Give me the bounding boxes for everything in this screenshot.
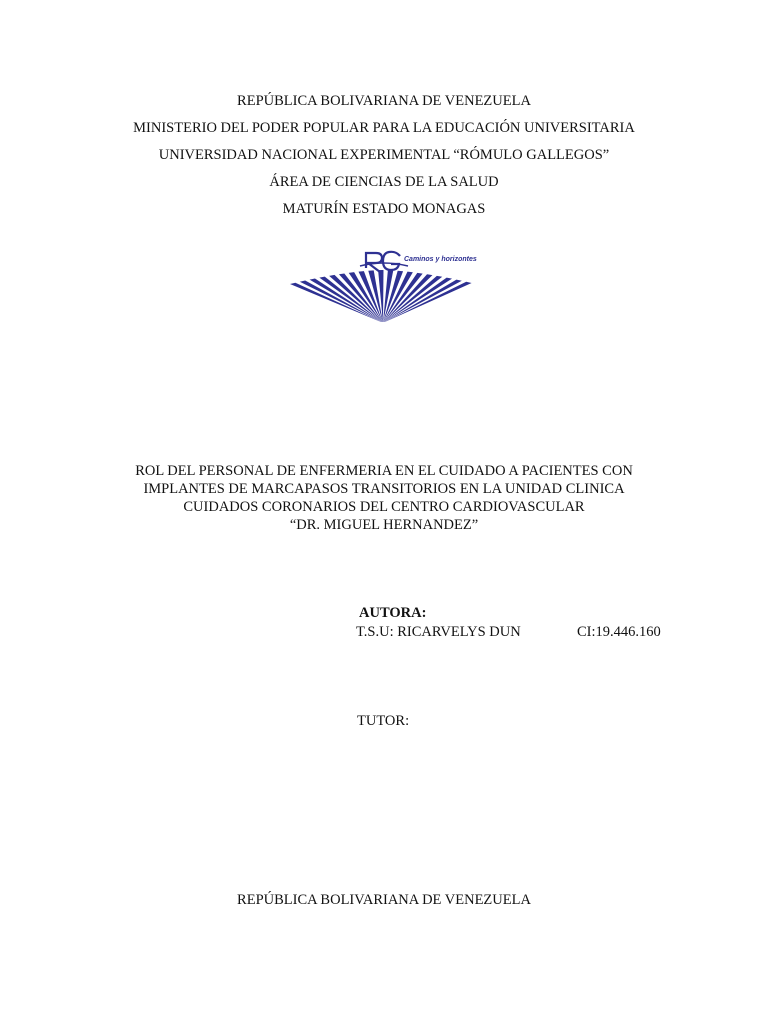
author-id-number: CI:19.446.160 — [577, 624, 661, 640]
footer-country: REPÚBLICA BOLIVARIANA DE VENEZUELA — [237, 892, 531, 908]
header-line-ministry: MINISTERIO DEL PODER POPULAR PARA LA EDUCACIÓN UNIVERSITARIA — [133, 120, 635, 136]
title-line-4: “DR. MIGUEL HERNANDEZ” — [289, 517, 479, 533]
header-line-university: UNIVERSIDAD NACIONAL EXPERIMENTAL “RÓMULO GALLEGOS” — [158, 147, 610, 163]
logo-ray — [339, 273, 382, 322]
author-label: AUTORA: — [359, 605, 427, 621]
logo-tagline: Caminos y horizontes — [404, 256, 477, 263]
author-name: T.S.U: RICARVELYS DUN — [356, 624, 521, 640]
tutor-label: TUTOR: — [357, 713, 410, 729]
header-line-area: ÁREA DE CIENCIAS DE LA SALUD — [269, 174, 499, 190]
header-line-location: MATURÍN ESTADO MONAGAS — [282, 201, 486, 217]
institution-header — [0, 91, 768, 226]
university-logo-icon — [288, 248, 478, 324]
header-line-country: REPÚBLICA BOLIVARIANA DE VENEZUELA — [237, 93, 531, 109]
title-line-1: ROL DEL PERSONAL DE ENFERMERIA EN EL CUIDADO A PACIENTES CON — [135, 463, 633, 479]
logo-ray — [310, 278, 382, 322]
title-line-2: IMPLANTES DE MARCAPASOS TRANSITORIOS EN LA UNIDAD CLINICA — [143, 481, 625, 497]
title-line-3: CUIDADOS CORONARIOS DEL CENTRO CARDIOVASCULAR — [183, 499, 585, 515]
thesis-title — [0, 462, 768, 534]
